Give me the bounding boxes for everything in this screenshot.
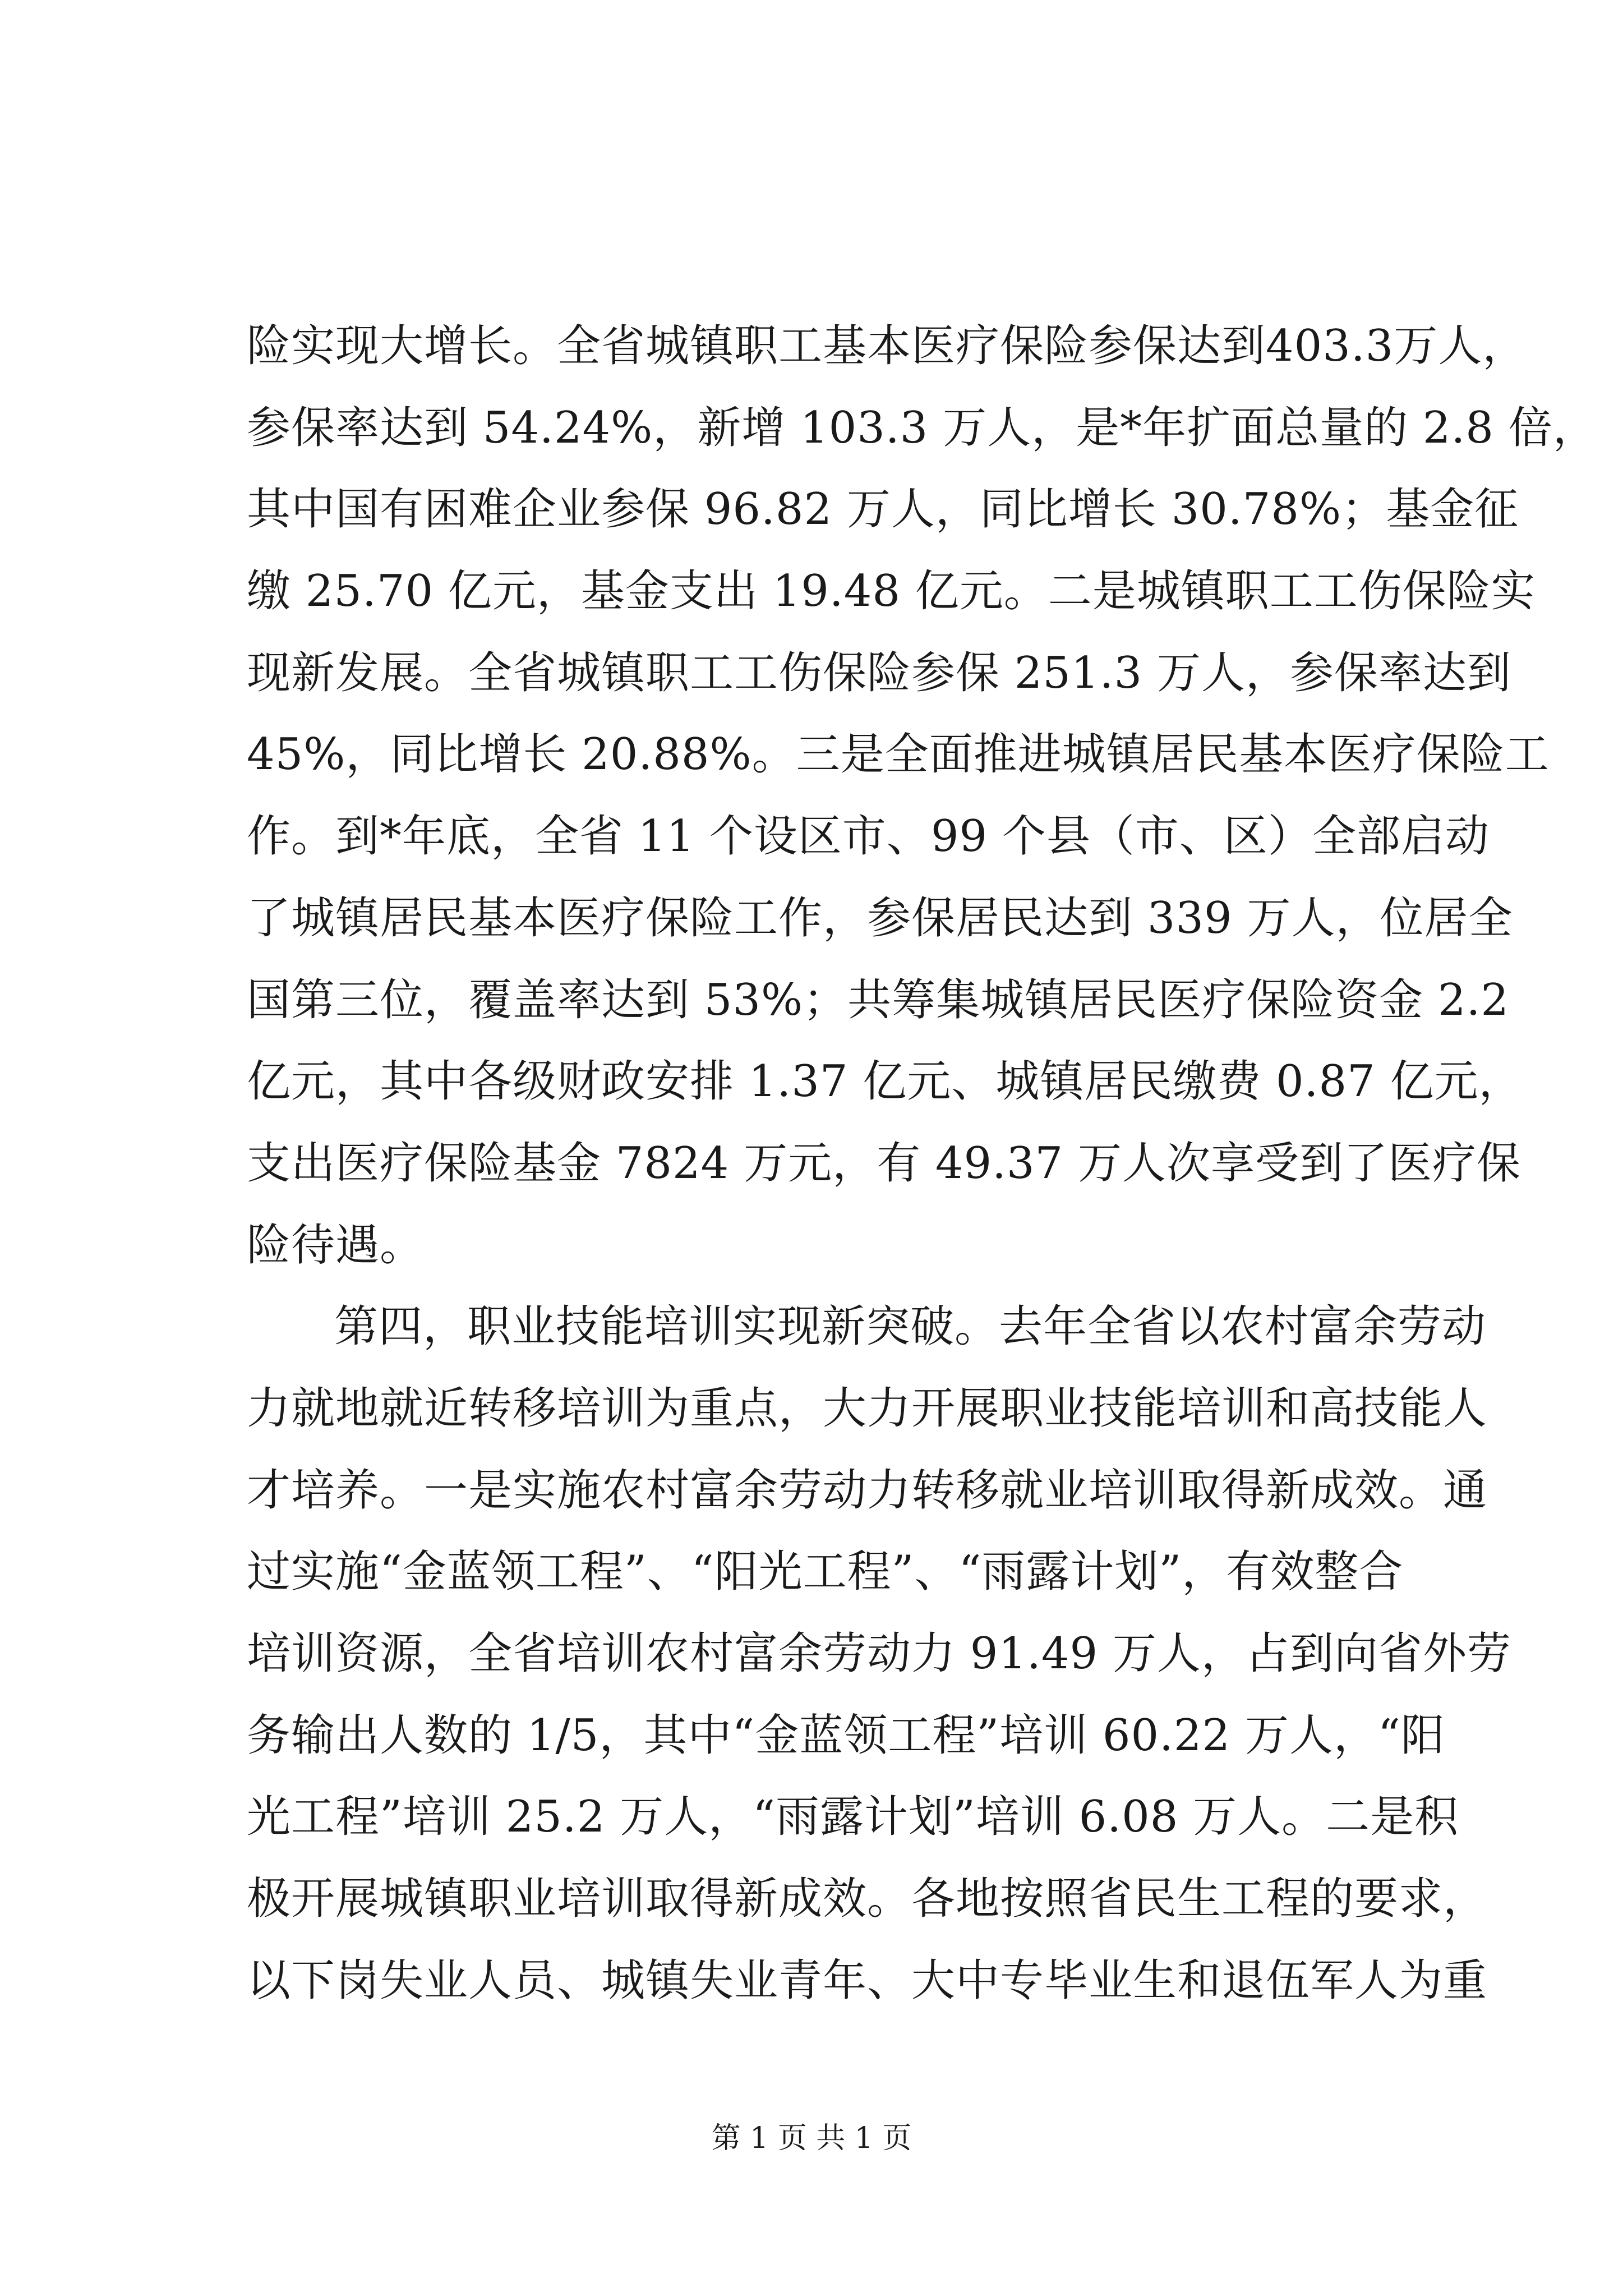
text-line: 过实施“金蓝领工程”、“阳光工程”、“雨露计划”，有效整合 bbox=[247, 1547, 1404, 1598]
page-footer bbox=[0, 2120, 1623, 2156]
text-line: 其中国有困难企业参保 96.82 万人，同比增长 30.78%；基金征 bbox=[247, 484, 1519, 535]
text-line: 国第三位，覆盖率达到 53%；共筹集城镇居民医疗保险资金 2.2 bbox=[247, 974, 1510, 1025]
text-line: 45%，同比增长 20.88%。三是全面推进城镇居民基本医疗保险工 bbox=[247, 729, 1550, 780]
text-line: 险待遇。 bbox=[247, 1220, 425, 1271]
text-line: 培训资源，全省培训农村富余劳动力 91.49 万人，占到向省外劳 bbox=[247, 1628, 1511, 1679]
text-line: 支出医疗保险基金 7824 万元，有 49.37 万人次享受到了医疗保 bbox=[247, 1138, 1521, 1189]
page-number: 第 1 页 共 1 页 bbox=[711, 2122, 912, 2155]
text-line: 参保率达到 54.24%，新增 103.3 万人，是*年扩面总量的 2.8 倍， bbox=[247, 402, 1597, 453]
text-line: 以下岗失业人员、城镇失业青年、大中专毕业生和退伍军人为重 bbox=[247, 1955, 1488, 2006]
text-line: 作。到*年底，全省 11 个设区市、99 个县（市、区）全部启动 bbox=[247, 811, 1490, 862]
text-line: 极开展城镇职业培训取得新成效。各地按照省民生工程的要求， bbox=[247, 1874, 1488, 1925]
text-line: 缴 25.70 亿元，基金支出 19.48 亿元。二是城镇职工工伤保险实 bbox=[247, 566, 1536, 617]
text-line: 力就地就近转移培训为重点，大力开展职业技能培训和高技能人 bbox=[247, 1383, 1488, 1434]
text-line: 光工程”培训 25.2 万人，“雨露计划”培训 6.08 万人。二是积 bbox=[247, 1792, 1459, 1843]
text-line: 亿元，其中各级财政安排 1.37 亿元、城镇居民缴费 0.87 亿元， bbox=[247, 1056, 1523, 1107]
text-line: 现新发展。全省城镇职工工伤保险参保 251.3 万人，参保率达到 bbox=[247, 647, 1511, 698]
body-text bbox=[247, 306, 1597, 2022]
text-line: 险实现大增长。全省城镇职工基本医疗保险参保达到403.3万人， bbox=[247, 321, 1527, 371]
text-line: 务输出人数的 1/5，其中“金蓝领工程”培训 60.22 万人，“阳 bbox=[247, 1710, 1445, 1761]
text-line: 了城镇居民基本医疗保险工作，参保居民达到 339 万人，位居全 bbox=[247, 892, 1513, 944]
paragraph-start-line: 第四，职业技能培训实现新突破。去年全省以农村富余劳动 bbox=[334, 1301, 1487, 1352]
text-line: 才培养。一是实施农村富余劳动力转移就业培训取得新成效。通 bbox=[247, 1465, 1488, 1516]
